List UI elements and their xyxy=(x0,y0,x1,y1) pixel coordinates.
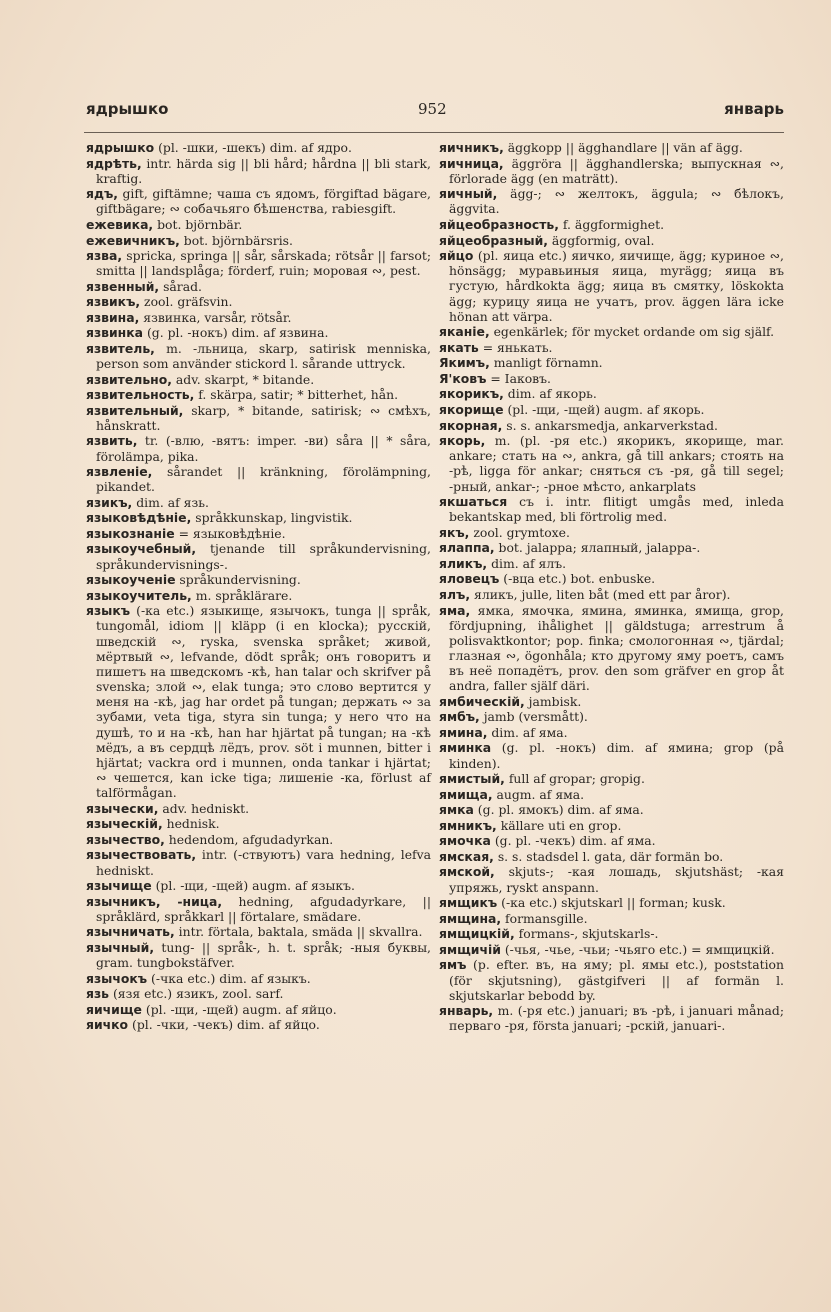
header-right-headword: январь xyxy=(724,100,784,118)
dictionary-entry xyxy=(86,387,431,402)
dictionary-entry xyxy=(439,140,784,155)
dictionary-entry xyxy=(86,217,431,232)
entry-headword: ямища, xyxy=(439,786,493,802)
entry-headword: язь xyxy=(86,986,109,1002)
entry-definition: spricka, springa || sår, sårskada; rötsår || farsot; smitta || landsplåga; förderf, ruin; моровая ∾, pest. xyxy=(96,248,431,279)
entry-definition: (-ка etc.) языкище, язычокъ, tunga || språk, tungomål, idiom || kläpp (i en klocka); русскій, шведскій ∾, ryska, svenska språket; живой, мёртвый ∾, lefvande, dödt språk; онъ говоритъ и пишетъ на шведскомъ -кѣ, han talar och skrifver på svenska; злой ∾, elak tunga; это слово вертится у меня на -кѣ, jag har ordet på tungan; держать ∾ за зубами, veta tiga, styra sin tunga; у него что на душѣ, то и на -кѣ, han har hjärtat på tungan; на -кѣ мёдъ, а въ сердцѣ лёдъ, prov. söt i munnen, bitter i hjärtat; vackra ord i munnen, onda tankar i hjärtat; ∾ чешется, kan icke tiga; лишеніе -ка, förlust af talförmågan. xyxy=(96,603,431,801)
dictionary-entry xyxy=(86,325,431,340)
entry-headword: язвикъ, xyxy=(86,294,141,310)
entry-headword: якъ, xyxy=(439,524,470,540)
entry-definition: intr. härda sig || bli hård; hårdna || bli stark, kraftig. xyxy=(96,155,431,186)
entry-headword: ямбъ, xyxy=(439,709,480,725)
dictionary-entry xyxy=(439,525,784,540)
entry-headword: язвить, xyxy=(86,433,138,449)
dictionary-entry xyxy=(439,156,784,186)
entry-definition: zool. gräfsvin. xyxy=(140,294,233,310)
entry-headword: язычище xyxy=(86,878,152,894)
entry-definition: sårandet || kränkning, förolämpning, pikandet. xyxy=(96,464,431,495)
entry-definition: skjuts-; -кая лошадь, skjutshäst; -кая упряжь, ryskt anspann. xyxy=(449,864,784,895)
entry-definition: (pl. -щи, -щей) augm. af яйцо. xyxy=(141,1001,337,1017)
dictionary-entry xyxy=(86,310,431,325)
dictionary-entry xyxy=(86,433,431,463)
entry-headword: ядрышко xyxy=(86,140,155,155)
entry-definition: dim. af язь. xyxy=(132,494,209,510)
dictionary-entry xyxy=(439,957,784,1002)
entry-definition: språkundervisning. xyxy=(175,572,301,588)
entry-definition: adv. hedniskt. xyxy=(158,800,250,816)
entry-headword: язычникъ, -ница, xyxy=(86,893,223,909)
entry-definition: язвинка, varsår, rötsår. xyxy=(139,309,292,325)
entry-headword: якать xyxy=(439,339,479,355)
entry-definition: augm. af яма. xyxy=(492,786,585,802)
entry-headword: ямистый, xyxy=(439,771,505,787)
dictionary-entry xyxy=(439,694,784,709)
entry-definition: m. (pl. -ря etc.) якорикъ, якорище, mar. ankare; стать на ∾, ankra, gå till ankars; стоять на -рѣ, ligga för ankar; сняться съ -ря, gå till segel; -рный, ankar-; -рное мѣсто, ankarplats xyxy=(449,433,784,494)
dictionary-entry xyxy=(86,588,431,603)
dictionary-entry xyxy=(439,217,784,232)
dictionary-entry xyxy=(439,603,784,694)
entry-definition: jamb (versmått). xyxy=(479,709,588,725)
entry-headword: ямской, xyxy=(439,864,495,880)
dictionary-entry xyxy=(439,571,784,586)
entry-definition: dim. af яма. xyxy=(487,724,568,740)
entry-headword: языческій, xyxy=(86,816,163,832)
dictionary-entry xyxy=(86,603,431,800)
entry-definition: dim. af ялъ. xyxy=(487,555,567,571)
entry-definition: (-чья, -чье, -чьи; -чьяго etc.) = ямщицкій. xyxy=(500,941,775,957)
entry-headword: ежевичникъ, xyxy=(86,232,180,248)
dictionary-entry xyxy=(86,986,431,1001)
dictionary-entry xyxy=(86,248,431,278)
entry-headword: якорь, xyxy=(439,433,486,449)
dictionary-entry xyxy=(439,324,784,339)
page-number: 952 xyxy=(418,100,447,118)
right-column xyxy=(439,140,784,1034)
entry-headword: ялаппа, xyxy=(439,540,495,556)
entry-headword: яловецъ xyxy=(439,571,500,587)
entry-definition: tr. (-влю, -вятъ: imper. -ви) såra || * såra, förolämpa, pika. xyxy=(96,433,431,464)
dictionary-entry xyxy=(86,464,431,494)
entry-headword: Якимъ, xyxy=(439,355,490,371)
entry-definition: språkkunskap, lingvistik. xyxy=(191,510,353,526)
dictionary-entry xyxy=(86,924,431,939)
entry-definition: dim. af якорь. xyxy=(503,386,597,402)
entry-headword: языкоучитель, xyxy=(86,587,192,603)
dictionary-entry xyxy=(439,802,784,817)
dictionary-entry xyxy=(86,971,431,986)
dictionary-entry xyxy=(86,233,431,248)
entry-definition: (pl. яица etc.) яичко, яичище, ägg; куриное ∾, hönsägg; муравьиныя яица, myrägg; яица въ густую, hårdkokta ägg; яица въ смятку, löskokta ägg; курицу яица не учатъ, prov. äggen lära icke hönan att värpa. xyxy=(449,248,784,324)
entry-headword: язвительно, xyxy=(86,371,172,387)
header-rule xyxy=(84,132,784,133)
dictionary-entry xyxy=(439,402,784,417)
dictionary-entry xyxy=(86,1002,431,1017)
dictionary-entry xyxy=(86,816,431,831)
entry-definition: skarp, * bitande, satirisk; ∾ смѣхъ, hånskratt. xyxy=(96,402,431,433)
entry-definition: formans-, skjutskarls-. xyxy=(514,926,659,942)
dictionary-entry xyxy=(439,587,784,602)
entry-definition: ägg-; ∾ желтокъ, äggula; ∾ бѣлокъ, äggvita. xyxy=(449,186,784,217)
entry-headword: языкъ xyxy=(86,603,131,619)
dictionary-entry xyxy=(86,1017,431,1032)
entry-headword: яичко xyxy=(86,1017,129,1033)
dictionary-entry xyxy=(439,494,784,524)
entry-definition: egenkärlek; för mycket ordande om sig själf. xyxy=(489,324,775,340)
entry-headword: ямникъ, xyxy=(439,817,497,833)
entry-headword: язвленіе, xyxy=(86,464,153,480)
entry-definition: (pl. -шки, -шекъ) dim. af ядро. xyxy=(154,140,352,155)
dictionary-entry xyxy=(439,926,784,941)
entry-headword: язычески, xyxy=(86,800,159,816)
dictionary-entry xyxy=(86,372,431,387)
entry-headword: язвина, xyxy=(86,309,140,325)
entry-definition: съ i. intr. flitigt umgås med, inleda bekantskap med, bli förtrolig med. xyxy=(449,494,784,525)
dictionary-entry xyxy=(86,294,431,309)
entry-definition: intr. (-ствуютъ) vara hedning, lefva hedniskt. xyxy=(96,847,431,878)
dictionary-entry xyxy=(86,156,431,186)
entry-definition: (g. pl. -нокъ) dim. af язвина. xyxy=(143,325,329,341)
entry-headword: язвенный, xyxy=(86,278,160,294)
dictionary-entry xyxy=(86,403,431,433)
entry-definition: (p. efter. въ, на яму; pl. ямы etc.), poststation (för skjutsning), gästgifveri || af formän l. skjutskarlar bebodd by. xyxy=(449,957,784,1003)
dictionary-entry xyxy=(439,864,784,894)
entry-definition: (-чка etc.) dim. af языкъ. xyxy=(147,970,311,986)
dictionary-entry xyxy=(439,1003,784,1033)
entry-definition: f. skärpa, satir; * bitterhet, hån. xyxy=(194,387,399,403)
entry-definition: äggkopp || ägghandlare || vän af ägg. xyxy=(503,140,743,155)
header-left-headword: ядрышко xyxy=(86,100,169,118)
dictionary-entry xyxy=(86,510,431,525)
entry-headword: якорище xyxy=(439,401,504,417)
entry-definition: bot. björnbärsris. xyxy=(179,232,293,248)
dictionary-entry xyxy=(86,140,431,155)
dictionary-entry xyxy=(86,572,431,587)
dictionary-entry xyxy=(86,526,431,541)
dictionary-entry xyxy=(439,787,784,802)
entry-headword: язвинка xyxy=(86,325,144,341)
dictionary-entry xyxy=(86,801,431,816)
entry-headword: язычный, xyxy=(86,939,155,955)
entry-headword: якорикъ, xyxy=(439,386,504,402)
entry-headword: ямская, xyxy=(439,848,494,864)
entry-headword: ямщикъ xyxy=(439,895,498,911)
entry-headword: яликъ, xyxy=(439,555,488,571)
dictionary-entry xyxy=(439,740,784,770)
entry-headword: Я'ковъ xyxy=(439,370,487,386)
entry-headword: ядрѣть, xyxy=(86,155,142,171)
entry-definition: (g. pl. -нокъ) dim. af ямина; grop (på kinden). xyxy=(449,740,784,771)
dictionary-entry xyxy=(86,832,431,847)
dictionary-entry xyxy=(439,540,784,555)
dictionary-entry xyxy=(86,878,431,893)
entry-definition: källare uti en grop. xyxy=(496,817,622,833)
entry-headword: якшаться xyxy=(439,494,508,510)
entry-definition: s. s. stadsdel l. gata, där formän bo. xyxy=(493,848,724,864)
entry-definition: hedendom, afgudadyrkan. xyxy=(164,831,334,847)
left-column xyxy=(86,140,431,1033)
dictionary-entry xyxy=(86,847,431,877)
entry-headword: яичище xyxy=(86,1001,142,1017)
entry-definition: full af gropar; gropig. xyxy=(504,771,645,787)
entry-definition: m. -льница, skarp, satirisk menniska, person som använder stickord l. sårande uttryck. xyxy=(96,340,431,372)
entry-headword: яканіе, xyxy=(439,324,490,340)
entry-headword: ямочка xyxy=(439,833,491,849)
entry-definition: äggröra || ägghandlerska; выпускная ∾, förlorade ägg (en maträtt). xyxy=(449,155,784,186)
entry-definition: tung- || språk-, h. t. språk; -ныя буквы, gram. tungbokstäfver. xyxy=(96,939,431,970)
entry-headword: язикъ, xyxy=(86,494,133,510)
entry-headword: язвитель, xyxy=(86,340,155,356)
entry-headword: ямбическій, xyxy=(439,693,525,709)
entry-headword: язычокъ xyxy=(86,970,148,986)
entry-headword: языкоученіе xyxy=(86,572,176,588)
entry-definition: hedning, afgudadyrkare, || språklärd, språkkarl || förtalare, smädare. xyxy=(96,893,431,924)
entry-headword: яма, xyxy=(439,602,471,618)
dictionary-entry xyxy=(439,186,784,216)
dictionary-entry xyxy=(439,771,784,786)
entry-headword: ямщичій xyxy=(439,941,501,957)
entry-definition: manligt förnamn. xyxy=(489,355,603,371)
entry-definition: hednisk. xyxy=(162,816,220,832)
dictionary-entry xyxy=(439,371,784,386)
entry-definition: (-ка etc.) skjutskarl || forman; kusk. xyxy=(497,895,726,911)
entry-definition: jambisk. xyxy=(524,693,582,709)
entry-headword: ядъ, xyxy=(86,186,118,202)
dictionary-entry xyxy=(439,233,784,248)
dictionary-entry xyxy=(439,386,784,401)
entry-headword: язва, xyxy=(86,248,123,264)
dictionary-entry xyxy=(439,248,784,324)
dictionary-entry xyxy=(86,279,431,294)
dictionary-entry xyxy=(439,709,784,724)
entry-headword: ямщицкій, xyxy=(439,926,515,942)
entry-definition: intr. förtala, baktala, smäda || skvallra. xyxy=(174,924,423,940)
dictionary-entry xyxy=(86,186,431,216)
dictionary-entry xyxy=(439,355,784,370)
entry-definition: tjenande till språkundervisning, språkundervisnings-. xyxy=(96,541,431,572)
entry-headword: яйцеобразность, xyxy=(439,216,559,232)
dictionary-entry xyxy=(439,895,784,910)
entry-definition: (pl. -щи, -щей) augm. af якорь. xyxy=(503,401,705,417)
entry-headword: языковѣдѣніе, xyxy=(86,510,192,526)
dictionary-entry xyxy=(439,556,784,571)
entry-definition: (pl. -щи, -щей) augm. af языкъ. xyxy=(151,878,355,894)
entry-definition: bot. björnbär. xyxy=(153,216,243,232)
entry-headword: язвительный, xyxy=(86,402,184,418)
entry-definition: (язя etc.) язикъ, zool. sarf. xyxy=(109,986,284,1002)
entry-headword: ямщина, xyxy=(439,910,502,926)
entry-headword: ялъ, xyxy=(439,586,471,602)
entry-definition: äggformig, oval. xyxy=(547,232,655,248)
entry-headword: ямина, xyxy=(439,724,488,740)
entry-definition: f. äggformighet. xyxy=(558,216,665,232)
entry-headword: язвительность, xyxy=(86,387,195,403)
dictionary-entry xyxy=(86,495,431,510)
entry-headword: язычничать, xyxy=(86,924,175,940)
entry-definition: (g. pl. ямокъ) dim. af яма. xyxy=(473,802,644,818)
dictionary-entry xyxy=(439,849,784,864)
entry-definition: (g. pl. -чекъ) dim. af яма. xyxy=(490,833,656,849)
dictionary-entry xyxy=(86,894,431,924)
entry-definition: sårad. xyxy=(159,278,202,294)
entry-headword: яичный, xyxy=(439,186,498,202)
entry-definition: ямка, ямочка, ямина, яминка, ямища, grop, fördjupning, ihålighet || gäldstuga; arrestrum å polisvaktkontor; pop. finka; смологонная ∾, tjärdal; глазная ∾, ögonhåla; кто другому яму роетъ, самъ въ неё попадётъ, prov. den som gräfver en grop åt andra, faller själf däri. xyxy=(449,602,784,694)
entry-definition: zool. grymtoxe. xyxy=(469,524,570,540)
entry-headword: яйцеобразный, xyxy=(439,232,548,248)
entry-headword: язычествовать, xyxy=(86,847,197,863)
entry-headword: якорная, xyxy=(439,417,503,433)
entry-definition: (pl. -чки, -чекъ) dim. af яйцо. xyxy=(128,1017,320,1033)
entry-definition: яликъ, julle, liten båt (med ett par åror). xyxy=(470,586,731,602)
dictionary-entry xyxy=(439,433,784,494)
dictionary-entry xyxy=(439,418,784,433)
dictionary-entry xyxy=(439,833,784,848)
entry-definition: bot. jalappa; ялапный, jalappa-. xyxy=(494,540,701,556)
entry-headword: январь, xyxy=(439,1003,494,1019)
dictionary-entry xyxy=(439,725,784,740)
entry-headword: яйцо xyxy=(439,248,474,264)
entry-headword: языкознаніе xyxy=(86,525,175,541)
entry-headword: ямка xyxy=(439,802,474,818)
entry-definition: (-вца etc.) bot. enbuske. xyxy=(499,571,656,587)
entry-definition: = языковѣдѣніе. xyxy=(174,525,286,541)
page-header xyxy=(86,100,784,128)
entry-headword: яичникъ, xyxy=(439,140,504,155)
entry-headword: язычество, xyxy=(86,831,165,847)
entry-definition: = Іаковъ. xyxy=(486,370,551,386)
entry-definition: gift, giftämne; чаша съ ядомъ, förgiftad bägare, giftbägare; ∾ собачьяго бѣшенства, rabiesgift. xyxy=(96,186,431,217)
entry-headword: языкоучебный, xyxy=(86,541,197,557)
entry-definition: formansgille. xyxy=(501,910,588,926)
entry-headword: ежевика, xyxy=(86,216,154,232)
entry-definition: adv. skarpt, * bitande. xyxy=(171,371,315,387)
dictionary-entry xyxy=(86,541,431,571)
dictionary-entry xyxy=(86,341,431,371)
entry-definition: m. språklärare. xyxy=(191,587,293,603)
dictionary-entry xyxy=(86,940,431,970)
dictionary-entry xyxy=(439,818,784,833)
dictionary-entry xyxy=(439,340,784,355)
dictionary-entry xyxy=(439,911,784,926)
entry-definition: s. s. ankarsmedja, ankarverkstad. xyxy=(502,417,718,433)
entry-headword: яминка xyxy=(439,740,492,756)
entry-definition: = янькать. xyxy=(478,339,553,355)
entry-definition: m. (-ря etc.) januari; въ -рѣ, i januari månad; перваго -ря, första januari; -рскій, januari-. xyxy=(449,1003,784,1034)
dictionary-entry xyxy=(439,942,784,957)
entry-headword: яичница, xyxy=(439,155,504,171)
entry-headword: ямъ xyxy=(439,957,467,973)
